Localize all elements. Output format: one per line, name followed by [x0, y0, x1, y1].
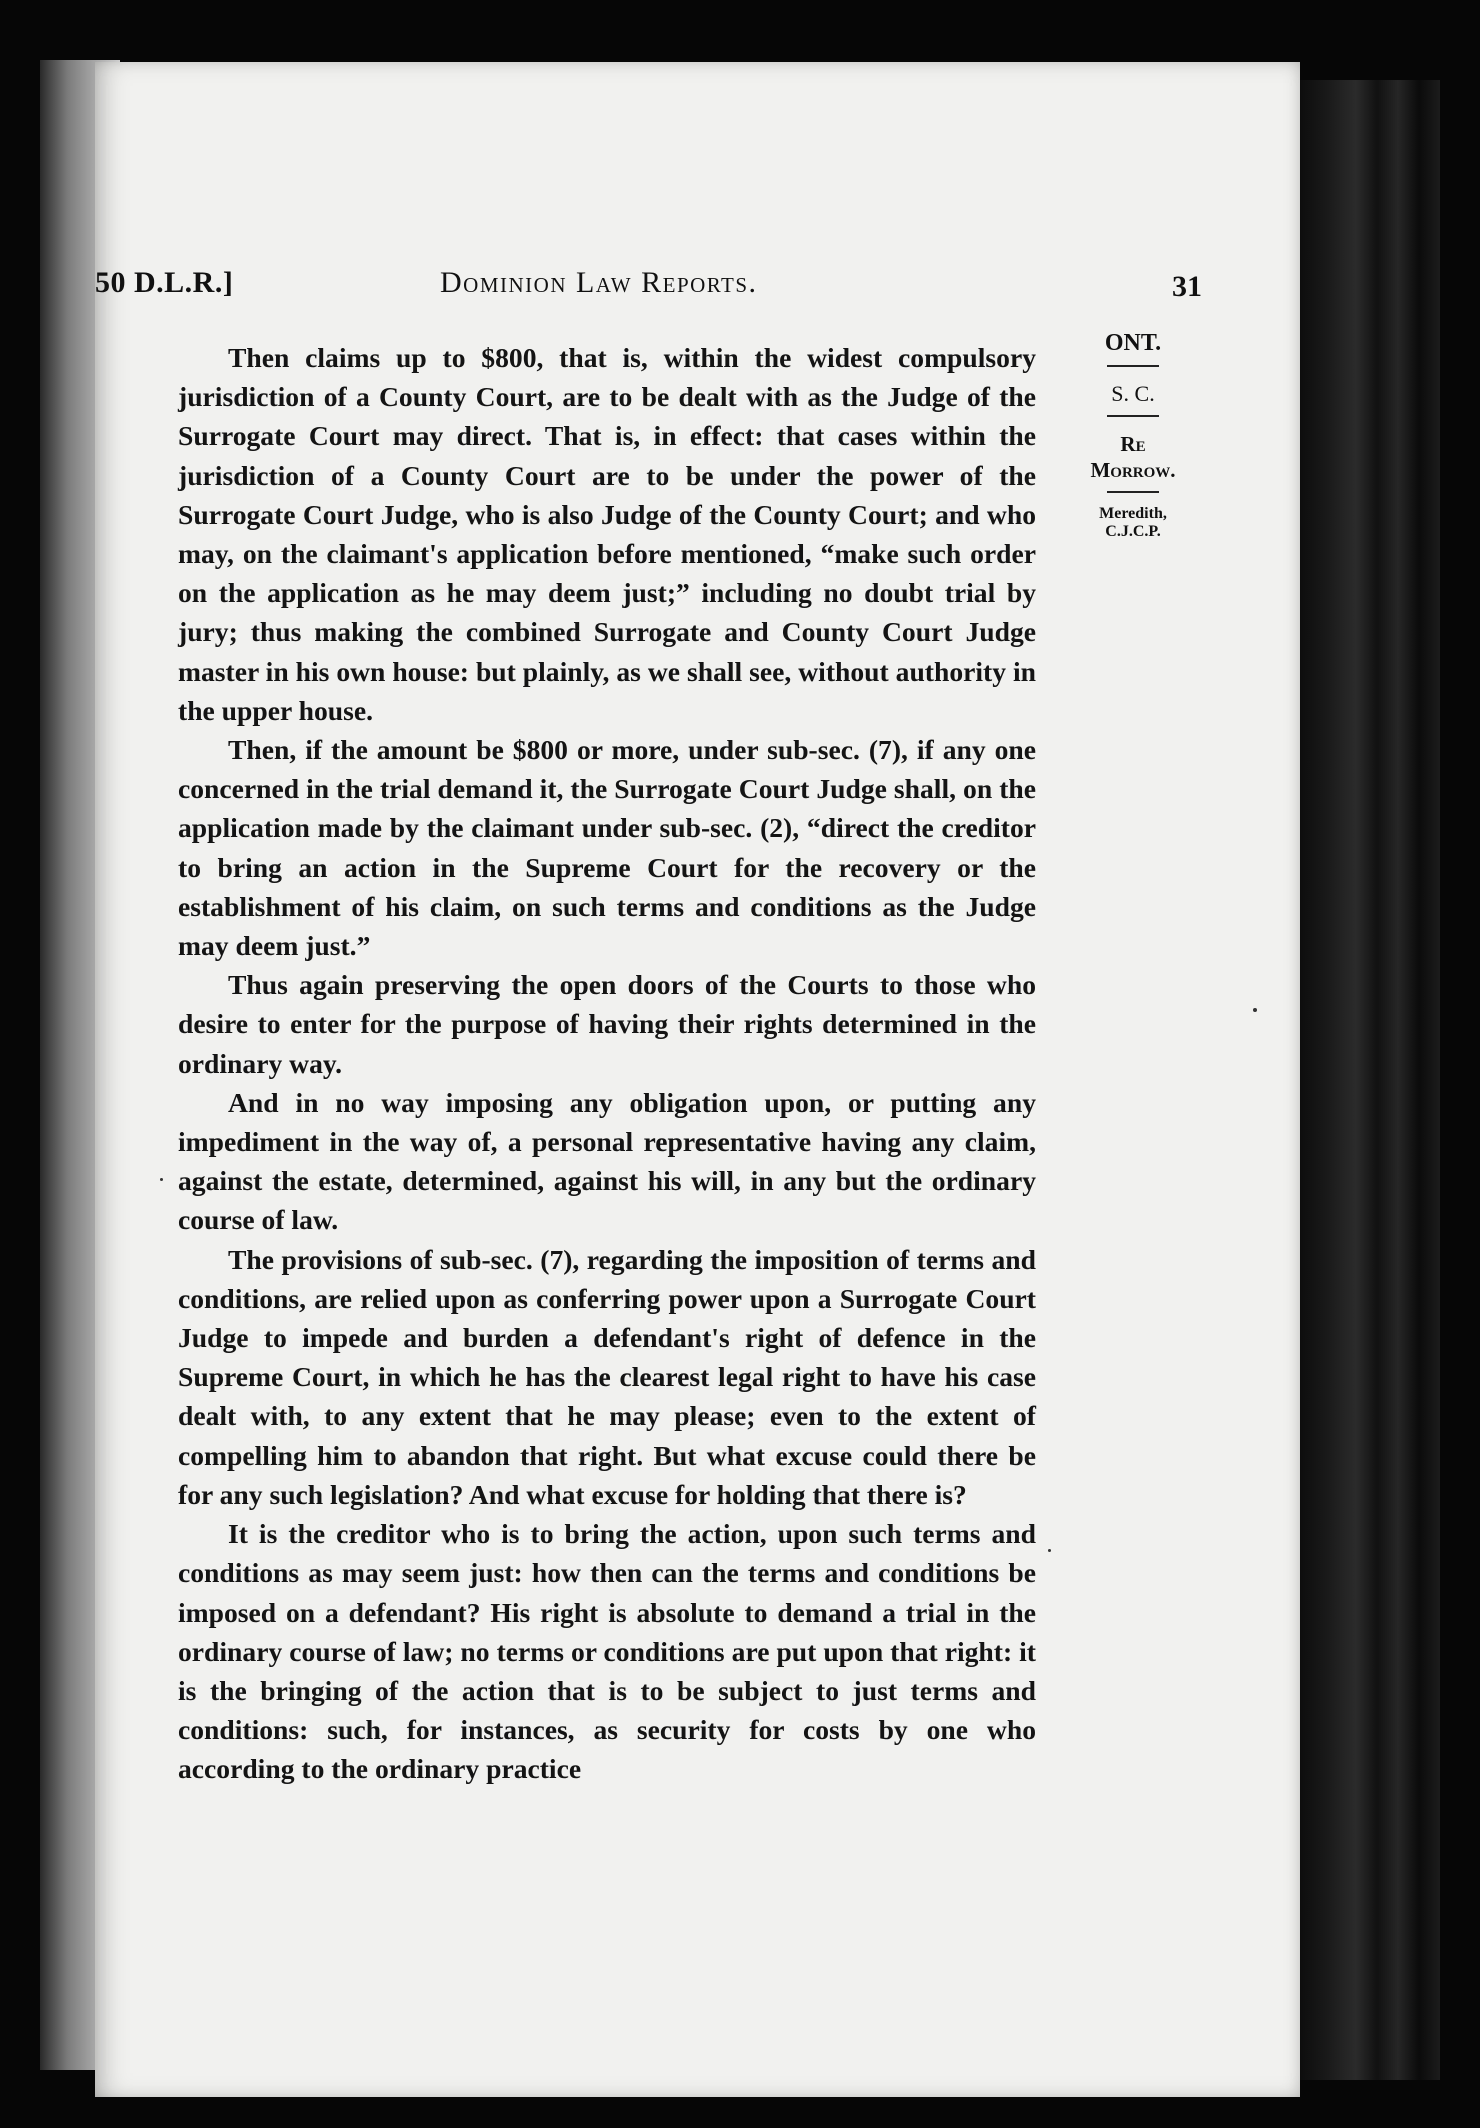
margin-rule: [1107, 365, 1159, 367]
scan-speck: [160, 1178, 163, 1181]
margin-judge-line: C.J.C.P.: [1105, 523, 1161, 540]
margin-case-line: Morrow.: [1090, 458, 1176, 482]
scan-speck: [1253, 1008, 1257, 1012]
margin-judge: [1068, 505, 1198, 541]
scan-speck: [1048, 1549, 1051, 1552]
paragraph: Thus again preserving the open doors of the Courts to those who desire to enter for the purpose of having their rights determined in the ordinary way.: [178, 969, 1036, 1079]
margin-case-name: [1068, 431, 1198, 483]
volume-reference: 50 D.L.R.]: [95, 266, 234, 299]
paragraph: It is the creditor who is to bring the action, upon such terms and conditions as may seem just: how then can the terms and conditions be imposed on a defendant? His right is absolute to demand a trial in the ordinary course of law; no terms or conditions are put upon that right: it is the bringing of the action that is to be subject to just terms and conditions: such, for instances, as security for costs by one who according to the ordinary practice: [178, 1518, 1036, 1785]
body-text: [178, 338, 1036, 1789]
book-edge: [1300, 80, 1440, 2080]
paragraph: Then, if the amount be $800 or more, under sub-sec. (7), if any one concerned in the trial demand it, the Surrogate Court Judge shall, on the application made by the claimant under sub-sec. (2), “direct the creditor to bring an action in the Supreme Court for the recovery or the establishment of his claim, on such terms and conditions as the Judge may deem just.”: [178, 734, 1036, 962]
margin-rule: [1107, 491, 1159, 493]
margin-court: S. C.: [1111, 381, 1155, 406]
paragraph: Then claims up to $800, that is, within the widest compulsory jurisdiction of a County Court, are to be dealt with as the Judge of the Surrogate Court may direct. That is, in effect: that cases within the jurisdiction of a County Court are to be under the power of the Surrogate Court Judge, who is also Judge of the County Court; and who may, on the claimant's application before mentioned, “make such order on the application as he may deem just;” including no doubt trial by jury; thus making the combined Surrogate and County Court Judge master in his own house: but plainly, as we shall see, without authority in the upper house.: [178, 342, 1036, 726]
margin-province: ONT.: [1104, 330, 1162, 356]
margin-case-line: Re: [1120, 432, 1146, 456]
paragraph: And in no way imposing any obligation upon, or putting any impediment in the way of, a personal representative having any claim, against the estate, determined, against his will, in any but the ordinary course of law.: [178, 1086, 1036, 1236]
page-number: 31: [1172, 270, 1202, 303]
margin-notes: [1068, 330, 1198, 541]
margin-judge-line: Meredith,: [1099, 505, 1167, 522]
margin-rule: [1107, 415, 1159, 417]
paragraph: The provisions of sub-sec. (7), regarding the imposition of terms and conditions, are relied upon as conferring power upon a Surrogate Court Judge to impede and burden a defendant's right of defence in the Supreme Court, in which he has the clearest legal right to have his case dealt with, to any extent that he may please; even to the extent of compelling him to abandon that right. But what excuse could there be for any such legislation? And what excuse for holding that there is?: [178, 1243, 1036, 1510]
report-title: Dominion Law Reports.: [440, 266, 758, 299]
